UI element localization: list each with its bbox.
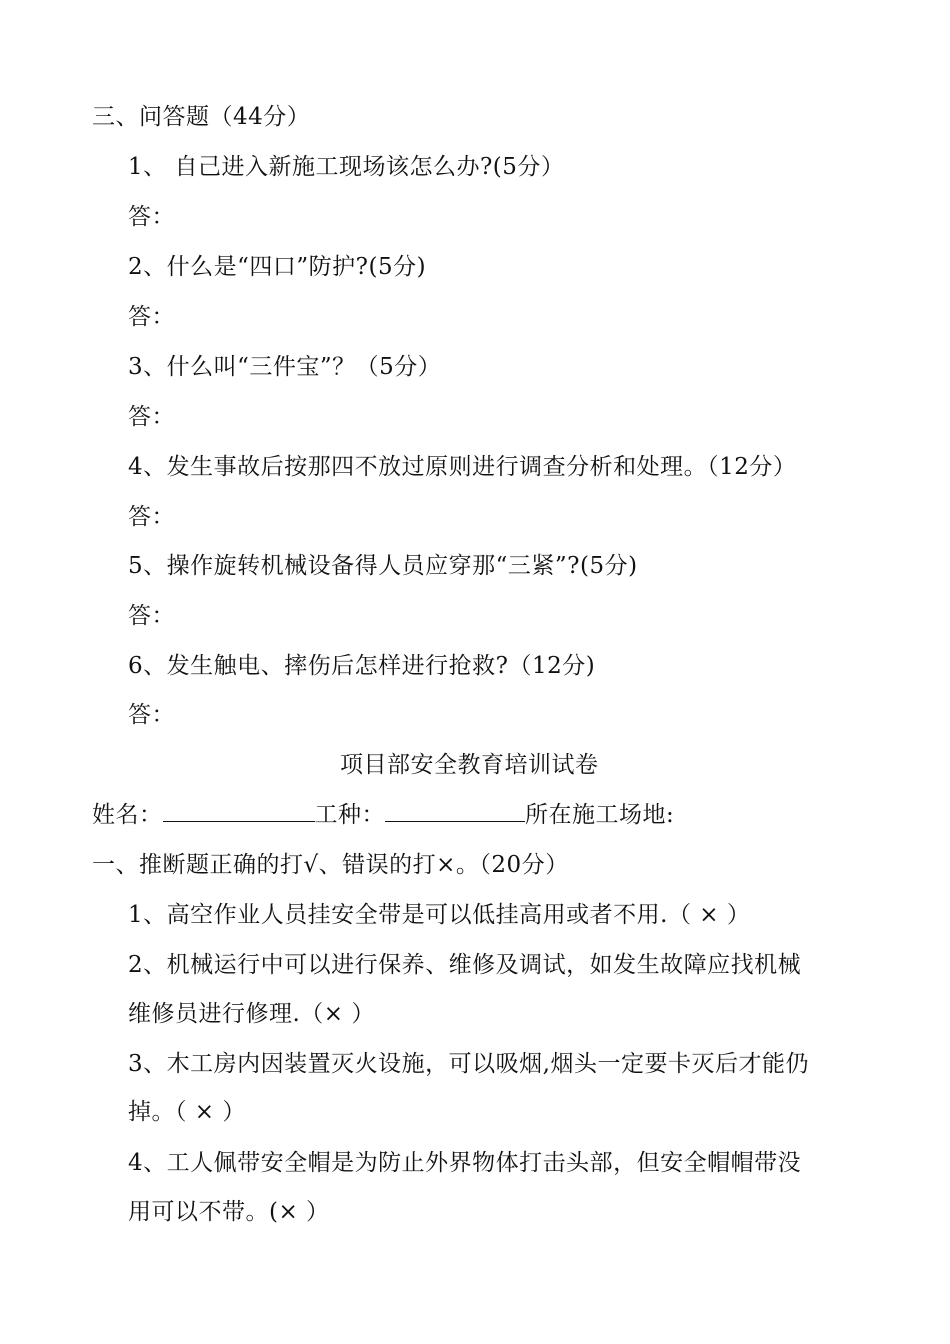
question-4: 4、发生事故后按那四不放过原则进行调查分析和处理。（12分） [128,454,797,480]
answer-6-label: 答： [128,702,175,728]
question-1: 1、 自己进入新施工现场该怎么办?(5分） [128,154,565,180]
judgement-item-4: 4、工人佩带安全帽是为防止外界物体打击头部，但安全帽帽带没 [128,1150,802,1176]
judgement-item-3-cont: 掉。（ × ） [128,1099,246,1125]
answer-1-label: 答： [128,204,175,230]
answer-4-label: 答： [128,504,175,530]
answer-5-label: 答： [128,603,175,629]
answer-3-label: 答： [128,404,175,430]
section3-heading: 三、问答题（44分） [92,104,311,130]
trade-label: 工种： [314,802,385,828]
question-2: 2、什么是“四口”防护?(5分) [128,254,427,280]
question-6: 6、发生触电、摔伤后怎样进行抢救?（12分) [128,653,596,679]
question-5: 5、操作旋转机械设备得人员应穿那“三紧”?(5分) [128,553,638,579]
name-label: 姓名： [92,802,163,828]
candidate-info-row [92,800,674,830]
trade-blank [385,803,525,822]
name-blank [163,803,315,822]
judgement-item-4-cont: 用可以不带。(× ） [128,1199,330,1225]
section1-heading: 一、推断题正确的打√、错误的打×。（20分） [92,852,569,878]
site-label: 所在施工场地: [525,802,675,828]
judgement-item-2-cont: 维修员进行修理.（× ） [128,1001,375,1027]
judgement-item-3: 3、木工房内因装置灭火设施，可以吸烟,烟头一定要卡灭后才能仍 [128,1051,809,1077]
question-3: 3、什么叫“三件宝”？（5分） [128,354,442,380]
answer-2-label: 答： [128,304,175,330]
judgement-item-1: 1、高空作业人员挂安全带是可以低挂高用或者不用.（ × ） [128,902,751,928]
exam-title: 项目部安全教育培训试卷 [340,752,599,778]
judgement-item-2: 2、机械运行中可以进行保养、维修及调试，如发生故障应找机械 [128,952,802,978]
